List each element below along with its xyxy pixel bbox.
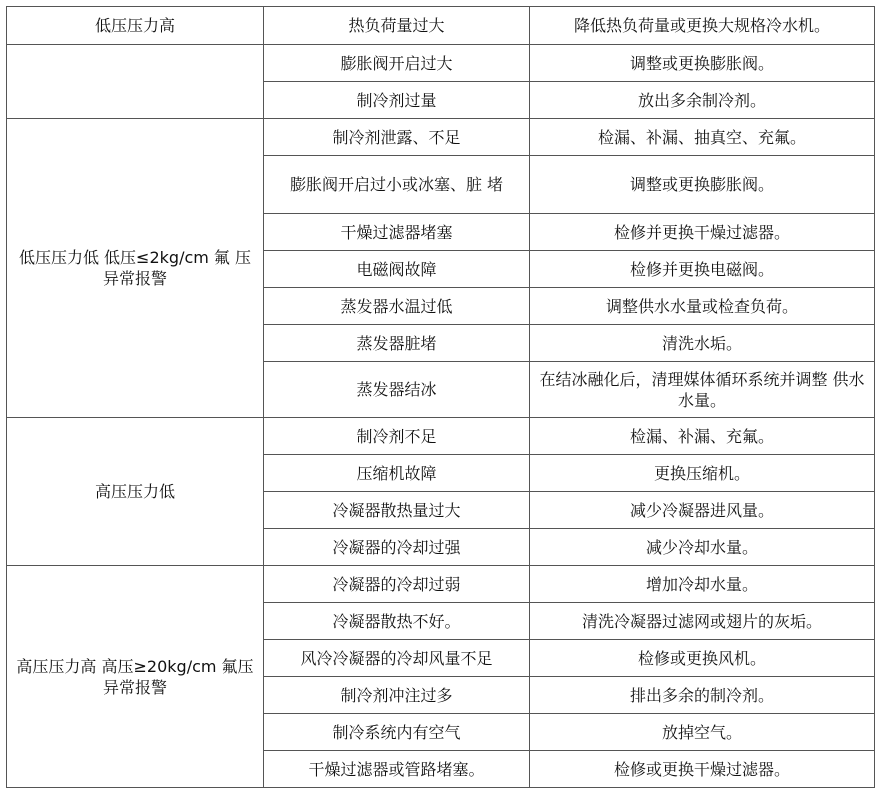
- cause-cell: 电磁阀故障: [264, 251, 530, 288]
- cause-cell: 蒸发器水温过低: [264, 288, 530, 325]
- remedy-cell: 排出多余的制冷剂。: [530, 677, 875, 714]
- remedy-cell: 更换压缩机。: [530, 455, 875, 492]
- cause-cell: 制冷系统内有空气: [264, 714, 530, 751]
- remedy-cell: 检修并更换电磁阀。: [530, 251, 875, 288]
- table-row: [7, 119, 875, 156]
- remedy-cell: 检漏、补漏、抽真空、充氟。: [530, 119, 875, 156]
- symptom-cell: 高压压力高 高压≥20kg/cm 氟压异常报警: [7, 566, 264, 788]
- remedy-cell: 清洗冷凝器过滤网或翅片的灰垢。: [530, 603, 875, 640]
- cause-cell: 蒸发器结冰: [264, 362, 530, 418]
- remedy-cell: 降低热负荷量或更换大规格冷水机。: [530, 7, 875, 45]
- symptom-cell: 高压压力低: [7, 418, 264, 566]
- cause-cell: 制冷剂不足: [264, 418, 530, 455]
- remedy-cell: 调整或更换膨胀阀。: [530, 156, 875, 214]
- cause-cell: 干燥过滤器或管路堵塞。: [264, 751, 530, 788]
- symptom-cell: 低压压力高: [7, 7, 264, 45]
- remedy-cell: 放掉空气。: [530, 714, 875, 751]
- cause-cell: 冷凝器的冷却过弱: [264, 566, 530, 603]
- cause-cell: 风冷冷凝器的冷却风量不足: [264, 640, 530, 677]
- table-row: [7, 7, 875, 45]
- remedy-cell: 在结冰融化后，清理媒体循环系统并调整 供水水量。: [530, 362, 875, 418]
- cause-cell: 热负荷量过大: [264, 7, 530, 45]
- symptom-cell: [7, 45, 264, 119]
- remedy-cell: 调整或更换膨胀阀。: [530, 45, 875, 82]
- remedy-cell: 检漏、补漏、充氟。: [530, 418, 875, 455]
- table-row: [7, 566, 875, 603]
- remedy-cell: 减少冷却水量。: [530, 529, 875, 566]
- cause-cell: 蒸发器脏堵: [264, 325, 530, 362]
- remedy-cell: 检修或更换干燥过滤器。: [530, 751, 875, 788]
- fault-table: [6, 6, 875, 788]
- symptom-cell: 低压压力低 低压≤2kg/cm 氟 压异常报警: [7, 119, 264, 418]
- table-row: [7, 45, 875, 82]
- cause-cell: 制冷剂泄露、不足: [264, 119, 530, 156]
- cause-cell: 膨胀阀开启过小或冰塞、脏 堵: [264, 156, 530, 214]
- remedy-cell: 检修并更换干燥过滤器。: [530, 214, 875, 251]
- remedy-cell: 清洗水垢。: [530, 325, 875, 362]
- cause-cell: 制冷剂冲注过多: [264, 677, 530, 714]
- cause-cell: 冷凝器散热量过大: [264, 492, 530, 529]
- cause-cell: 冷凝器散热不好。: [264, 603, 530, 640]
- cause-cell: 压缩机故障: [264, 455, 530, 492]
- remedy-cell: 放出多余制冷剂。: [530, 82, 875, 119]
- remedy-cell: 减少冷凝器进风量。: [530, 492, 875, 529]
- table-row: [7, 418, 875, 455]
- cause-cell: 冷凝器的冷却过强: [264, 529, 530, 566]
- cause-cell: 膨胀阀开启过大: [264, 45, 530, 82]
- remedy-cell: 检修或更换风机。: [530, 640, 875, 677]
- remedy-cell: 增加冷却水量。: [530, 566, 875, 603]
- cause-cell: 干燥过滤器堵塞: [264, 214, 530, 251]
- remedy-cell: 调整供水水量或检查负荷。: [530, 288, 875, 325]
- cause-cell: 制冷剂过量: [264, 82, 530, 119]
